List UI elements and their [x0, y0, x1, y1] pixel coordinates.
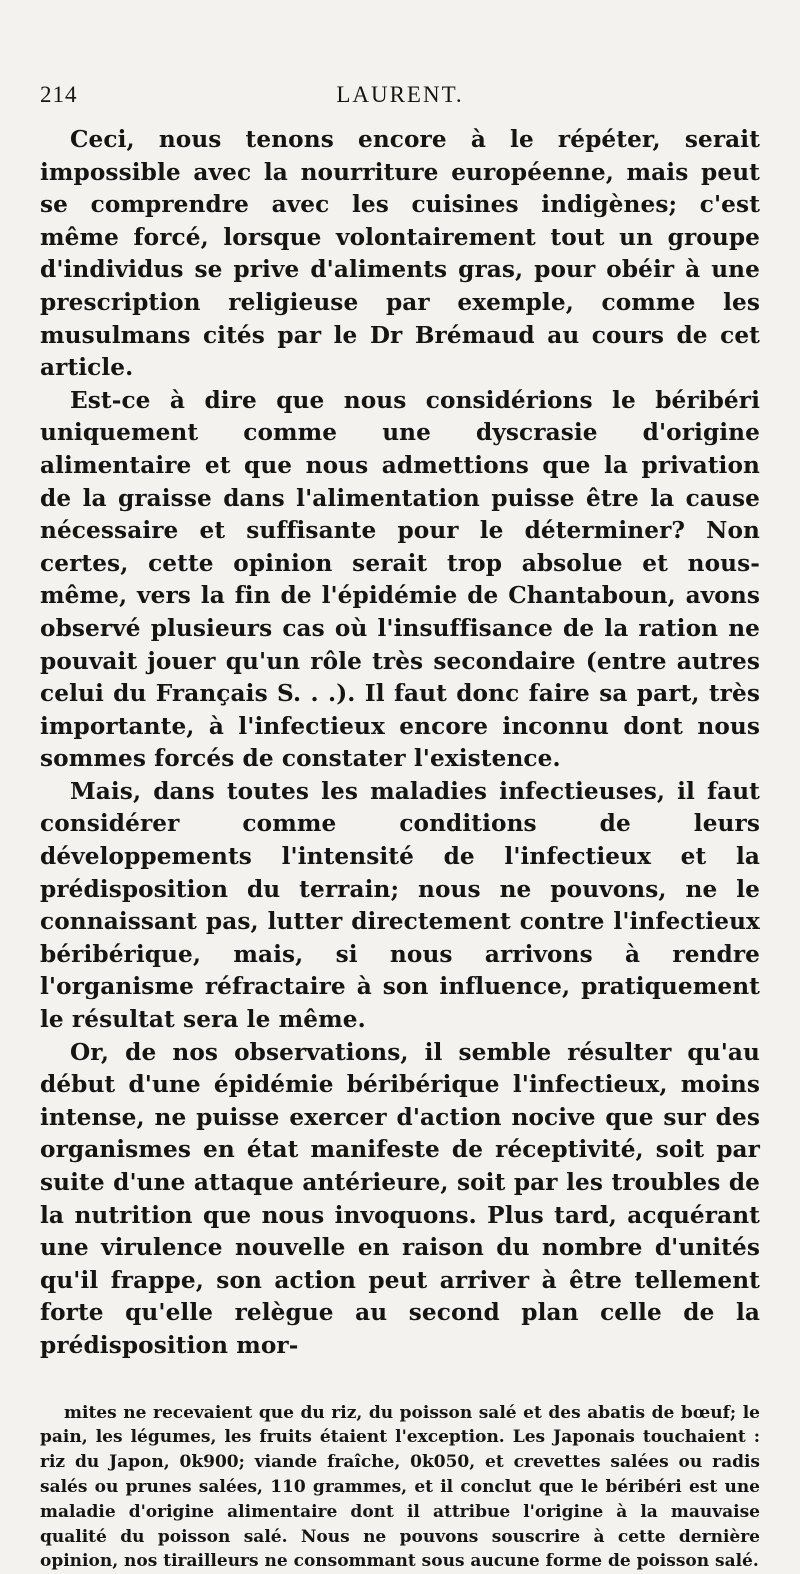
footnote: mites ne recevaient que du riz, du poisson salé et des abatis de bœuf; le pain, les légumes, les fruits étaient l'exception. Les Japonais touchaient : riz du Japon, 0k900; viande fraîche, 0k050, et crevettes salées ou radis salés ou prunes salées, 110 grammes, et il conclut que le béribéri est une maladie d'origine alimentaire dont il attribue l'origine à la mauvaise qualité du poisson salé. Nous ne pouvons souscrire à cette dernière opinion, nos tirailleurs ne consommant sous aucune forme de poisson salé. — [40, 1402, 760, 1572]
paragraph: Est-ce à dire que nous considérions le béribéri uniquement comme une dyscrasie d'origine alimentaire et que nous admettions que la privation de la graisse dans l'alimentation puisse être la cause nécessaire et suffisante pour le déterminer? Non certes, cette opinion serait trop absolue et nous-même, vers la fin de l'épidémie de Chantaboun, avons observé plusieurs cas où l'insuffisance de la ration ne pouvait jouer qu'un rôle très secondaire (entre autres celui du Français S. . .). Il faut donc faire sa part, très importante, à l'infectieux encore inconnu dont nous sommes forcés de constater l'existence. — [40, 386, 760, 773]
running-title: LAURENT. — [336, 82, 464, 107]
paragraph: Mais, dans toutes les maladies infectieuses, il faut considérer comme conditions de leurs développements l'intensité de l'infectieux et la prédisposition du terrain; nous ne pouvons, ne le connaissant pas, lutter directement contre l'infectieux béribérique, mais, si nous arrivons à rendre l'organisme réfractaire à son influence, pratiquement le résultat sera le même. — [40, 777, 760, 1034]
page-number: 214 — [40, 82, 78, 107]
paragraph: Ceci, nous tenons encore à le répéter, serait impossible avec la nourriture européenne, mais peut se comprendre avec les cuisines indigènes; c'est même forcé, lorsque volontairement tout un groupe d'individus se prive d'aliments gras, pour obéir à une prescription religieuse par exemple, comme les musulmans cités par le Dr Brémaud au cours de cet article. — [40, 126, 760, 382]
body-text — [40, 124, 760, 1363]
paragraph: Or, de nos observations, il semble résulter qu'au début d'une épidémie béribérique l'infectieux, moins intense, ne puisse exercer d'action nocive que sur des organismes en état manifeste de réceptivité, soit par suite d'une attaque antérieure, soit par les troubles de la nutrition que nous invoquons. Plus tard, acquérant une virulence nouvelle en raison du nombre d'unités qu'il frappe, son action peut arriver à être tellement forte qu'elle relègue au second plan celle de la prédisposition mor- — [40, 1038, 760, 1359]
running-head — [40, 82, 760, 116]
